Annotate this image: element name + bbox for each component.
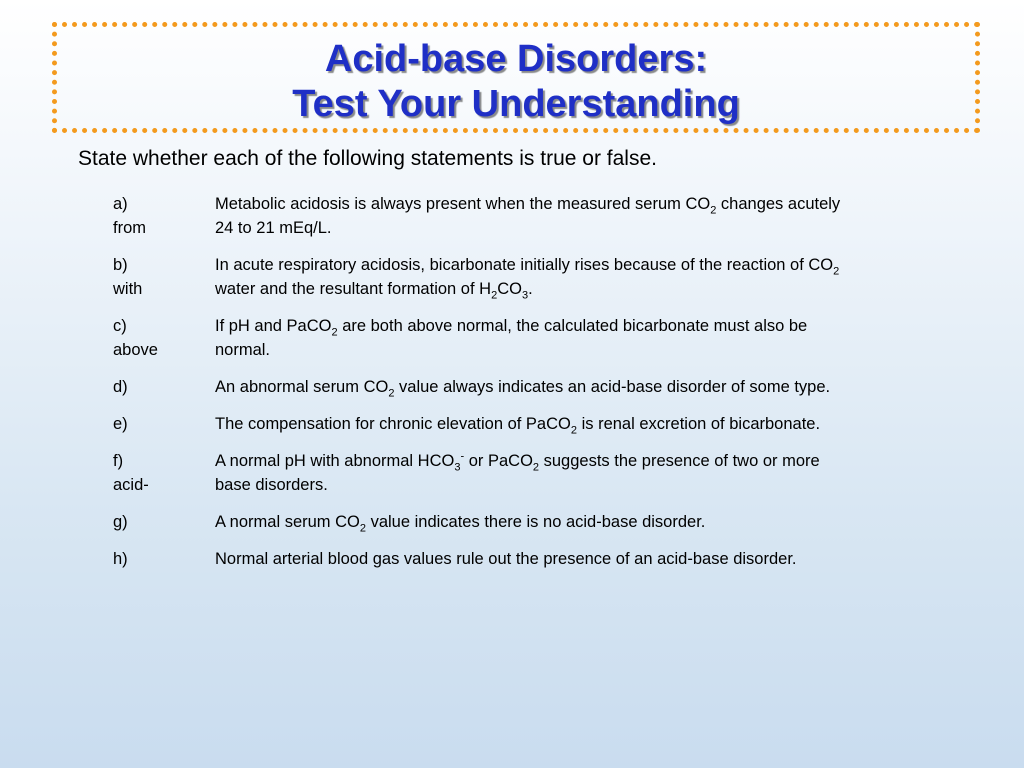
statement-text-segment: 24 to 21 mEq/L. bbox=[215, 219, 332, 237]
statement-wrap-word: above bbox=[113, 341, 158, 359]
statement-text-segment: An abnormal serum CO bbox=[215, 378, 389, 396]
statement-label: d) bbox=[113, 378, 128, 396]
statement-text-line1 bbox=[215, 412, 820, 436]
statement-label: h) bbox=[113, 550, 128, 568]
statement-text-segment: normal. bbox=[215, 341, 271, 359]
statement-text-line2 bbox=[215, 338, 270, 362]
statement-wrap-word: with bbox=[113, 280, 143, 298]
statement-text-line1 bbox=[215, 375, 830, 399]
statement-text-segment: 2 bbox=[331, 326, 338, 339]
title-frame bbox=[52, 22, 980, 133]
statement-text-segment: base disorders. bbox=[215, 476, 328, 494]
statement-label: a) bbox=[113, 195, 128, 213]
statement-text-line1 bbox=[215, 510, 705, 534]
statement-text-segment: Normal arterial blood gas values rule out the presence of an acid-base disorder. bbox=[215, 550, 797, 568]
statement-text-segment: 2 bbox=[833, 265, 840, 278]
statement-text-segment: The compensation for chronic elevation of PaCO bbox=[215, 415, 571, 433]
statement-text-line1 bbox=[215, 449, 820, 473]
statement-text-segment: or PaCO bbox=[464, 452, 533, 470]
statement-item bbox=[113, 192, 993, 240]
slide-title-line2: Test Your Understanding bbox=[292, 83, 740, 125]
statement-item bbox=[113, 253, 993, 301]
slide-title bbox=[57, 27, 975, 127]
statement-text-segment: 2 bbox=[491, 289, 498, 302]
statement-text-segment: . bbox=[528, 280, 533, 298]
statement-text-segment: - bbox=[460, 450, 465, 463]
statement-text-line1 bbox=[215, 314, 807, 338]
statement-label: e) bbox=[113, 415, 128, 433]
statement-wrap-word: from bbox=[113, 219, 146, 237]
statement-text-line1 bbox=[215, 547, 797, 571]
statement-text-segment: 2 bbox=[388, 387, 395, 400]
statement-label: b) bbox=[113, 256, 128, 274]
statement-text-segment: A normal serum CO bbox=[215, 513, 360, 531]
statement-text-segment: value always indicates an acid-base disorder of some type. bbox=[394, 378, 831, 396]
statement-text-line2 bbox=[215, 277, 533, 301]
statement-text-line1 bbox=[215, 192, 840, 216]
statement-label: c) bbox=[113, 317, 127, 335]
statement-text-segment: 3 bbox=[521, 289, 529, 302]
statement-item bbox=[113, 547, 993, 571]
statement-text-segment: A normal pH with abnormal HCO bbox=[215, 452, 455, 470]
statement-text-segment: is renal excretion of bicarbonate. bbox=[576, 415, 821, 433]
statement-item bbox=[113, 510, 993, 534]
statement-label: g) bbox=[113, 513, 128, 531]
statement-text-segment: 2 bbox=[532, 461, 540, 474]
statement-text-segment: 2 bbox=[570, 424, 577, 437]
statement-text-line1 bbox=[215, 253, 839, 277]
statement-text-segment: 2 bbox=[710, 204, 717, 217]
statement-text-segment: water and the resultant formation of H bbox=[215, 280, 492, 298]
statement-text-segment: are both above normal, the calculated bicarbonate must also be bbox=[337, 317, 808, 335]
instructions-text: State whether each of the following statements is true or false. bbox=[78, 147, 657, 170]
statement-item bbox=[113, 375, 993, 399]
statement-text-segment: Metabolic acidosis is always present when the measured serum CO bbox=[215, 195, 711, 213]
statement-text-segment: 3 bbox=[454, 461, 461, 474]
statement-text-segment: 2 bbox=[359, 522, 366, 535]
statement-text-segment: If pH and PaCO bbox=[215, 317, 332, 335]
slide-title-line1: Acid-base Disorders: bbox=[324, 38, 708, 80]
statement-text-segment: CO bbox=[497, 280, 522, 298]
statement-text-line2 bbox=[215, 216, 332, 240]
statement-text-segment: changes acutely bbox=[716, 195, 841, 213]
statement-label: f) bbox=[113, 452, 124, 470]
statement-text-segment: value indicates there is no acid-base disorder. bbox=[366, 513, 706, 531]
statement-item bbox=[113, 412, 993, 436]
statement-text-line2 bbox=[215, 473, 328, 497]
statement-text-segment: In acute respiratory acidosis, bicarbonate initially rises because of the reaction of CO bbox=[215, 256, 834, 274]
statement-item bbox=[113, 449, 993, 497]
statement-text-segment: suggests the presence of two or more bbox=[539, 452, 820, 470]
statement-list bbox=[113, 192, 993, 584]
statement-wrap-word: acid- bbox=[113, 476, 149, 494]
statement-item bbox=[113, 314, 993, 362]
